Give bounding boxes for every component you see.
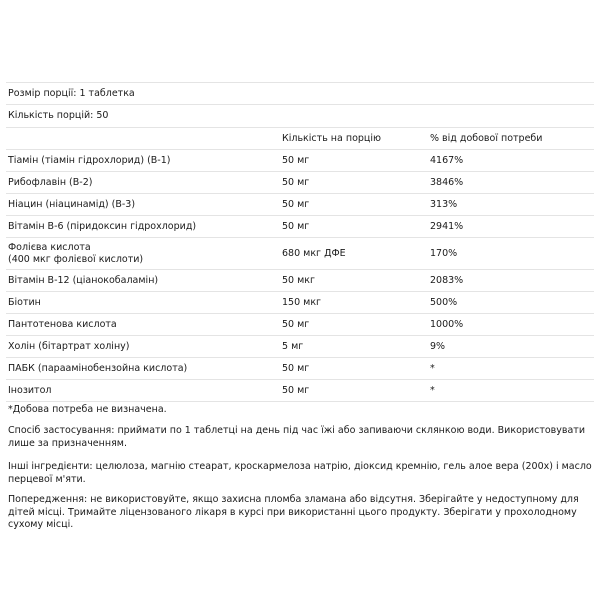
nutrient-daily-value: * (430, 384, 435, 396)
nutrient-name-line2: (400 мкг фолієвої кислоти) (8, 253, 144, 265)
column-header-daily-value: % від добової потреби (430, 132, 543, 144)
nutrient-row (6, 171, 594, 193)
nutrient-daily-value: 3846% (430, 176, 464, 188)
nutrient-name: Ніацин (ніацинамід) (B-3) (8, 198, 136, 210)
nutrient-daily-value: 2083% (430, 274, 464, 286)
column-header-row (6, 127, 594, 149)
nutrient-row (6, 335, 594, 357)
nutrient-amount: 50 мкг (282, 274, 316, 286)
column-header-amount: Кількість на порцію (282, 132, 382, 144)
nutrient-row (6, 193, 594, 215)
servings-count-text: Кількість порцій: 50 (8, 110, 109, 121)
nutrient-amount: 680 мкг ДФЕ (282, 247, 346, 259)
nutrient-name (6, 242, 282, 266)
nutrient-name: Рибофлавін (B-2) (8, 176, 93, 188)
nutrient-daily-value: 170% (430, 247, 458, 259)
nutrient-daily-value: 313% (430, 198, 458, 210)
nutrient-daily-value: 2941% (430, 220, 464, 232)
serving-size-text: Розмір порції: 1 таблетка (8, 87, 135, 99)
nutrient-row (6, 291, 594, 313)
nutrient-row (6, 357, 594, 379)
nutrient-row (6, 313, 594, 335)
nutrient-amount: 50 мг (282, 154, 310, 166)
nutrient-daily-value: 9% (430, 340, 446, 352)
usage-instructions: Спосіб застосування: приймати по 1 таблетці на день під час їжі або запиваючи склянкою води. Використовувати лише за призначенням. (8, 425, 586, 449)
nutrient-amount: 50 мг (282, 318, 310, 330)
supplement-facts-table (6, 82, 594, 402)
nutrient-name: Тіамін (тіамін гідрохлорид) (B-1) (8, 154, 171, 166)
nutrient-row (6, 237, 594, 269)
nutrient-daily-value: 500% (430, 296, 458, 308)
nutrient-name: Холін (бітартрат холіну) (8, 340, 130, 352)
nutrient-amount: 150 мкг (282, 296, 322, 308)
nutrient-row (6, 269, 594, 291)
nutrient-name: Пантотенова кислота (8, 318, 117, 330)
nutrient-daily-value: 4167% (430, 154, 464, 166)
nutrient-name: Інозитол (8, 384, 52, 396)
nutrient-name: Вітамін B-6 (піридоксин гідрохлорид) (8, 220, 197, 232)
nutrient-amount: 50 мг (282, 362, 310, 374)
nutrient-amount: 50 мг (282, 384, 310, 396)
nutrient-name: ПАБК (параамінобензойна кислота) (8, 362, 188, 374)
daily-value-note: *Добова потреба не визначена. (8, 404, 167, 415)
nutrient-daily-value: * (430, 362, 435, 374)
nutrient-row (6, 379, 594, 402)
nutrient-row (6, 215, 594, 237)
nutrient-amount: 5 мг (282, 340, 304, 352)
nutrient-name: Вітамін B-12 (ціанокобаламін) (8, 274, 159, 286)
nutrient-name-line1: Фолієва кислота (8, 241, 91, 253)
nutrient-daily-value: 1000% (430, 318, 464, 330)
nutrient-amount: 50 мг (282, 176, 310, 188)
warning-text: Попередження: не використовуйте, якщо захисна пломба зламана або відсутня. Зберігайте у недоступному для дітей місці. Тримайте ліцензованого лікаря в курсі при використанні цього продукту. Зберігати у прохолодному сухому місці. (8, 494, 579, 530)
nutrient-amount: 50 мг (282, 220, 310, 232)
nutrient-name: Біотин (8, 296, 41, 308)
nutrient-amount: 50 мг (282, 198, 310, 210)
serving-size-row (6, 82, 594, 104)
servings-count-row (6, 104, 594, 127)
nutrient-row (6, 149, 594, 171)
other-ingredients: Інші інгредієнти: целюлоза, магнію стеарат, кроскармелоза натрію, діоксид кремнію, гель алое вера (200x) і масло перцевої м'яти. (8, 461, 592, 485)
